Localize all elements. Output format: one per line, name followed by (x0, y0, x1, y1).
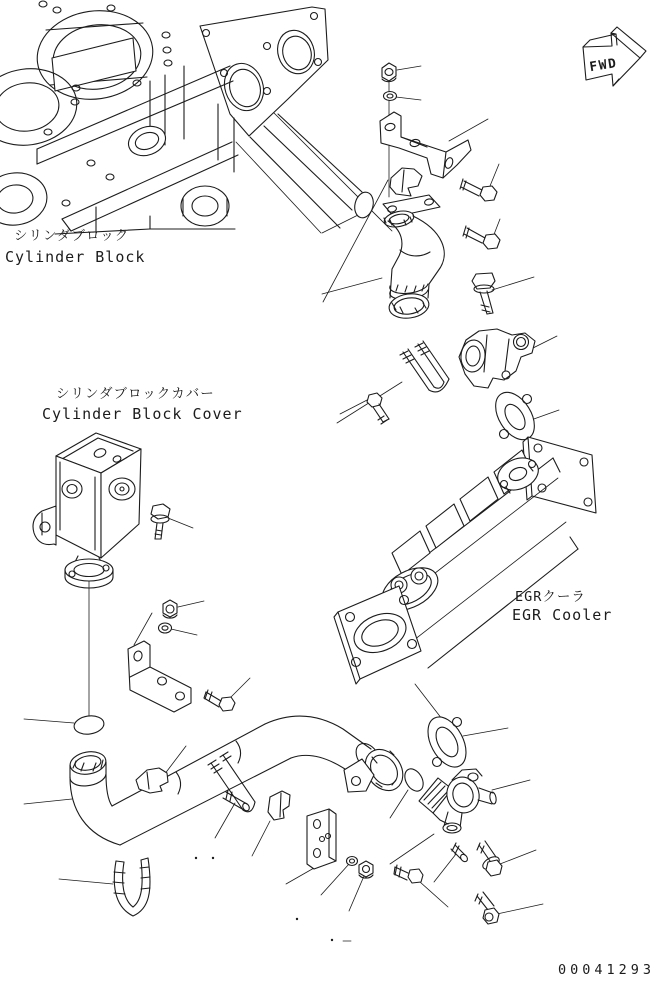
cylinder-block-label-en: Cylinder Block (5, 248, 146, 266)
egr-valve-elbow (419, 769, 497, 833)
drawing-number: 00041293 (558, 962, 656, 978)
egr-cooler-drawing (334, 437, 596, 684)
fwd-direction-arrow (583, 27, 646, 86)
fwd-label: FWD (588, 56, 619, 76)
bracket-bolt (204, 690, 235, 711)
cooler-gasket (420, 711, 474, 774)
flange-bolt-b (463, 226, 500, 249)
oval-gasket-left (73, 714, 105, 736)
lower-washer (159, 623, 172, 633)
cylinder-block-cover-label-jp: シリンダブロックカバー (56, 386, 215, 402)
cylinder-block-cover-drawing (33, 433, 141, 588)
upper-clip (390, 168, 422, 196)
egr-cooler-label-en: EGR Cooler (512, 606, 613, 624)
upper-washer (384, 92, 397, 101)
plate-washer (347, 857, 358, 866)
cylinder-block-cover-label-en: Cylinder Block Cover (42, 405, 243, 423)
u-bolt-clamp-upper (400, 341, 449, 392)
o-ring-lower (401, 766, 427, 795)
mounting-bracket (380, 112, 471, 178)
egr-pipe-lower (68, 716, 410, 845)
pipe-clip-a (136, 768, 168, 793)
upper-hex-nut (382, 63, 396, 82)
cylinder-block-drawing (0, 1, 362, 234)
plate-bolt (394, 865, 423, 883)
long-bolt-lower-b (475, 892, 499, 924)
pipe-clip-b (268, 791, 290, 820)
water-connector-housing (459, 329, 535, 388)
cylinder-block-label-jp: シリンダブロック (14, 228, 130, 244)
long-bolt-upper (472, 273, 495, 314)
cover-bolt (151, 504, 170, 539)
bolt-3 (367, 393, 389, 424)
lower-hex-nut (163, 600, 177, 618)
lower-stud (451, 843, 469, 863)
egr-cooler-label-jp: EGRクーラ (515, 589, 586, 605)
oval-gasket-upper (488, 385, 543, 446)
u-bolt-hose (113, 858, 150, 916)
l-bracket (128, 641, 191, 712)
plate-nut (359, 861, 373, 878)
long-bolt-lower-a (477, 841, 502, 876)
egr-pipe-upper (383, 195, 444, 321)
cover-plate (307, 809, 336, 869)
